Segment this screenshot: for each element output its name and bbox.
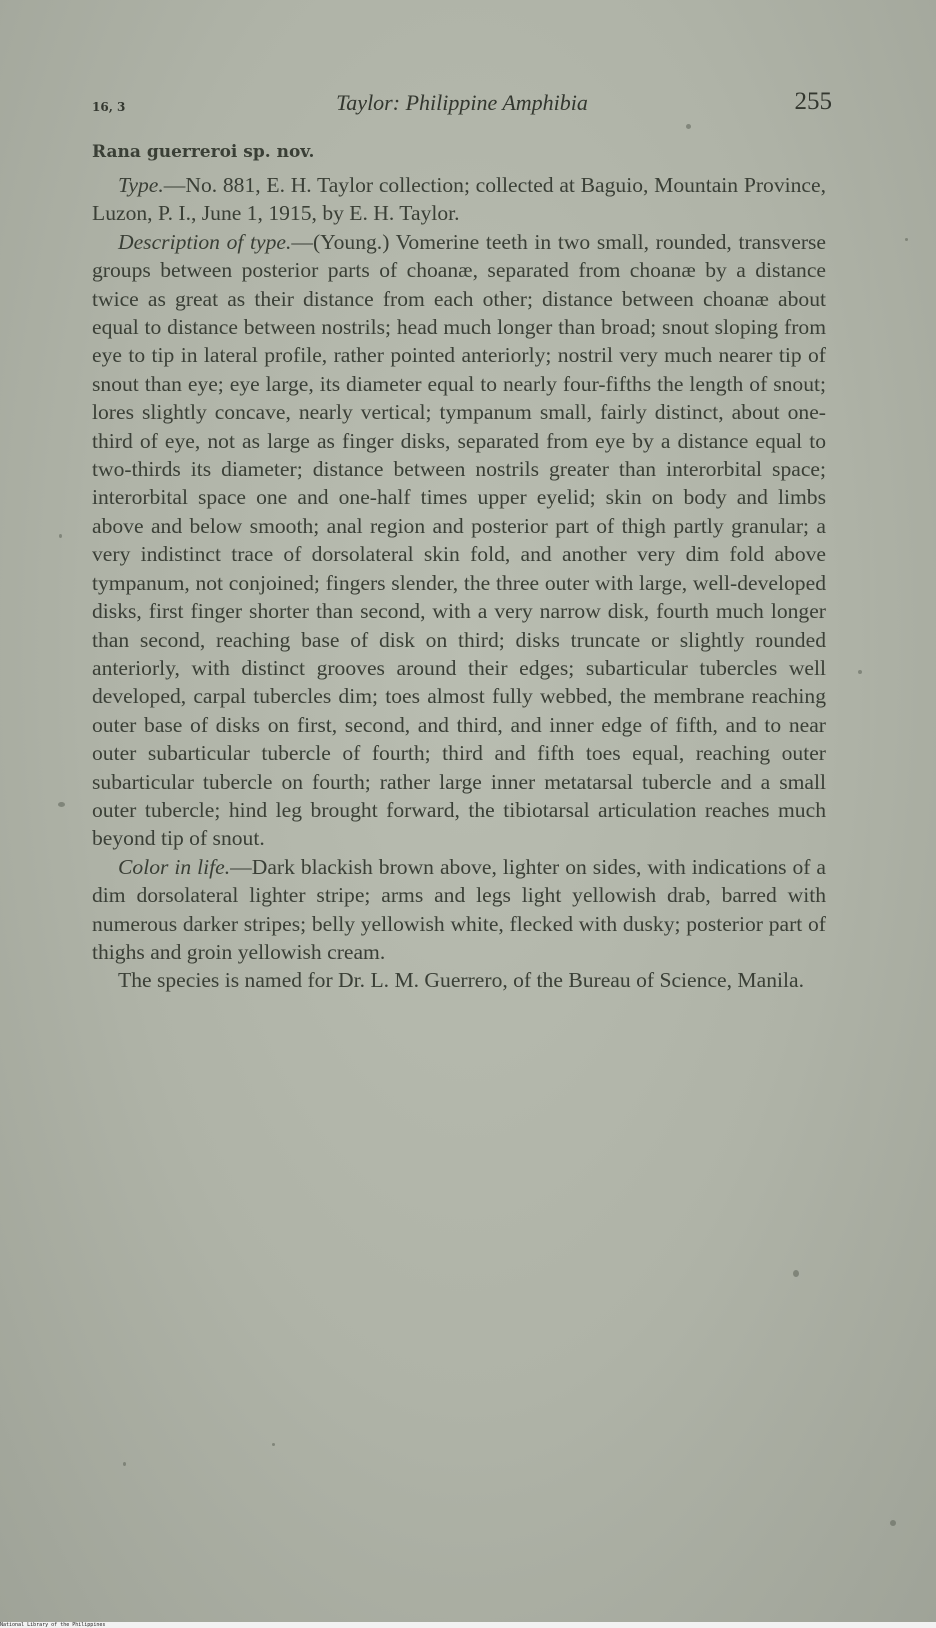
species-heading: Rana guerreroi sp. nov. — [92, 142, 315, 162]
paper-speck — [59, 534, 62, 538]
library-credit: National Library of the Philippines — [0, 1622, 106, 1628]
page-body — [92, 140, 826, 995]
type-text: —No. 881, E. H. Taylor collection; collected at Baguio, Mountain Province, Luzon, P. I., June 1, 1915, by E. H. Taylor. — [92, 173, 826, 226]
color-label: Color in life. — [118, 854, 231, 879]
paper-speck — [272, 1443, 275, 1446]
description-label: Description of type. — [118, 229, 292, 254]
volume-number: 16, 3 — [92, 100, 126, 114]
description-text: —(Young.) Vomerine teeth in two small, rounded, transverse groups between posterior parts of choanæ, separated from choanæ by a distance twice as great as their distance from each other; distance between choanæ about equal to distance between nostrils; head much longer than broad; snout sloping from eye to tip in lateral profile, rather pointed anteriorly; nostril very much nearer tip of snout than eye; eye large, its diameter equal to nearly four-fifths the length of snout; lores slightly concave, nearly vertical; tympanum small, fairly distinct, about one-third of eye, not as large as finger disks, separated from eye by a distance equal to two-thirds its diameter; distance between nostrils greater than interorbital space; interorbital space one and one-half times upper eyelid; skin on body and limbs above and below smooth; anal region and posterior part of thigh partly granular; a very indistinct trace of dorsolateral skin fold, and another very dim fold above tympanum, not conjoined; fingers slender, the three outer with large, well-developed disks, first finger shorter than second, with a very narrow disk, fourth much longer than second, reaching base of disk on third; disks truncate or slightly rounded anteriorly, with distinct grooves around their edges; subarticular tubercles well developed, carpal tubercles dim; toes almost fully webbed, the membrane reaching outer base of disks on first, second, and third, and inner edge of fifth, and to near outer subarticular tubercle of fourth; third and fifth toes equal, reaching outer subarticular tubercle on fourth; rather large inner metatarsal tubercle and a small outer tubercle; hind leg brought forward, the tibiotarsal articulation reaches much beyond tip of snout. — [92, 229, 826, 851]
paper-speck — [793, 1270, 799, 1277]
paper-speck — [890, 1520, 896, 1526]
page-header — [92, 86, 832, 126]
color-paragraph — [92, 853, 826, 967]
running-title: Taylor: Philippine Amphibia — [336, 90, 588, 115]
description-paragraph — [92, 228, 826, 853]
color-text: —Dark blackish brown above, lighter on sides, with indications of a dim dorsolateral lighter stripe; arms and legs light yellowish drab, barred with numerous darker stripes; belly yellowish white, flecked with dusky; posterior part of thighs and groin yellowish cream. — [92, 854, 826, 964]
paper-speck — [123, 1462, 126, 1466]
paper-speck — [58, 802, 65, 807]
paper-speck — [858, 670, 862, 674]
type-label: Type. — [118, 173, 164, 197]
paper-speck — [905, 238, 908, 241]
type-paragraph — [92, 171, 826, 228]
page-number: 255 — [794, 88, 832, 115]
etymology-paragraph: The species is named for Dr. L. M. Guerrero, of the Bureau of Science, Manila. — [118, 968, 804, 993]
